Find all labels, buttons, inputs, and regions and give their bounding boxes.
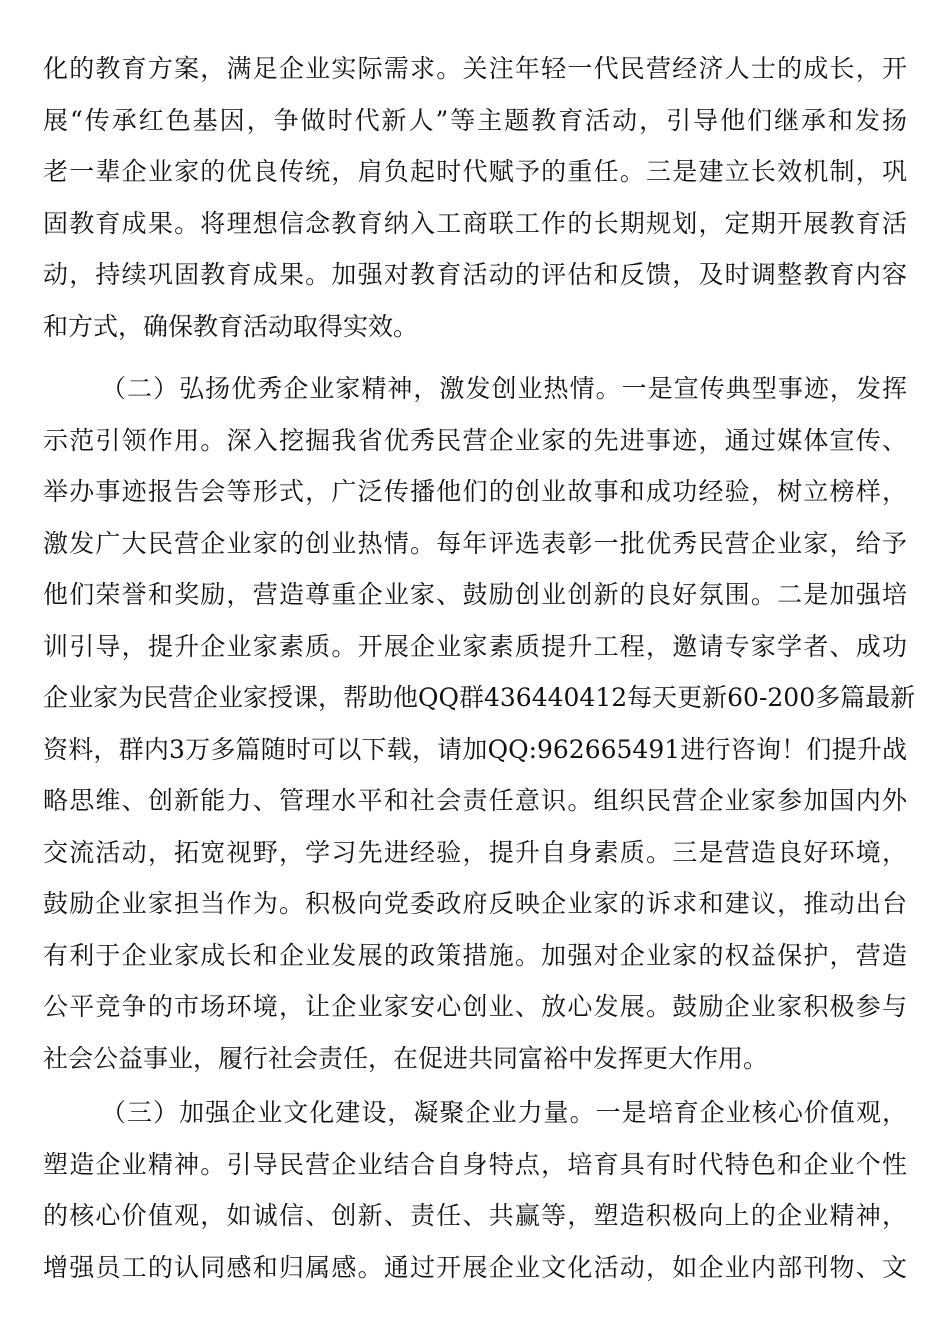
text-line: 示范引领作用。深入挖掘我省优秀民营企业家的先进事迹，通过媒体宣传、 xyxy=(43,425,907,455)
section-heading-line: （三）加强企业文化建设，凝聚企业力量。一是培育企业核心价值观， xyxy=(101,1098,907,1127)
text-line: 的核心价值观，如诚信、创新、责任、共赢等，塑造积极向上的企业精神， xyxy=(43,1201,907,1230)
text-line: 社会公益事业，履行社会责任，在促进共同富裕中发挥更大作用。 xyxy=(43,1043,769,1073)
text-line: 资料，群内3万多篇随时可以下载，请加QQ:962665491进行咨询！们提升战 xyxy=(43,734,907,764)
section-heading-line: （二）弘扬优秀企业家精神，激发创业热情。一是宣传典型事迹，发挥 xyxy=(101,374,907,403)
text-line: 展“传承红色基因，争做时代新人”等主题教育活动，引导他们继承和发扬 xyxy=(43,105,907,135)
text-line: 交流活动，拓宽视野，学习先进经验，提升自身素质。三是营造良好环境， xyxy=(43,837,907,867)
text-line: 增强员工的认同感和归属感。通过开展企业文化活动，如企业内部刊物、文 xyxy=(43,1252,907,1282)
text-line: 企业家为民营企业家授课，帮助他QQ群436440412每天更新60-200多篇最新 xyxy=(43,683,916,712)
text-line: 有利于企业家成长和企业发展的政策措施。加强对企业家的权益保护，营造 xyxy=(43,940,907,970)
text-line: 鼓励企业家担当作为。积极向党委政府反映企业家的诉求和建议，推动出台 xyxy=(43,889,907,918)
paragraph-2 xyxy=(43,363,916,1084)
paragraph-1 xyxy=(43,43,907,352)
text-line: 激发广大民营企业家的创业热情。每年评选表彰一批优秀民营企业家，给予 xyxy=(43,528,907,558)
text-line: 化的教育方案，满足企业实际需求。关注年轻一代民营经济人士的成长，开 xyxy=(43,54,907,83)
text-line: 举办事迹报告会等形式，广泛传播他们的创业故事和成功经验，树立榜样， xyxy=(43,477,907,506)
text-line: 他们荣誉和奖励，营造尊重企业家、鼓励创业创新的良好氛围。二是加强培 xyxy=(43,580,907,609)
text-line: 公平竞争的市场环境，让企业家安心创业、放心发展。鼓励企业家积极参与 xyxy=(43,992,907,1021)
text-line: 训引导，提升企业家素质。开展企业家素质提升工程，邀请专家学者、成功 xyxy=(43,631,907,661)
text-line: 和方式，确保教育活动取得实效。 xyxy=(43,311,419,341)
text-line: 略思维、创新能力、管理水平和社会责任意识。组织民营企业家参加国内外 xyxy=(43,786,907,815)
paragraph-3 xyxy=(43,1087,907,1293)
text-line: 固教育成果。将理想信念教育纳入工商联工作的长期规划，定期开展教育活 xyxy=(43,208,907,238)
text-line: 塑造企业精神。引导民营企业结合自身特点，培育具有时代特色和企业个性 xyxy=(43,1149,907,1179)
text-line: 动，持续巩固教育成果。加强对教育活动的评估和反馈，及时调整教育内容 xyxy=(43,260,907,289)
text-line: 老一辈企业家的优良传统，肩负起时代赋予的重任。三是建立长效机制，巩 xyxy=(43,157,907,186)
